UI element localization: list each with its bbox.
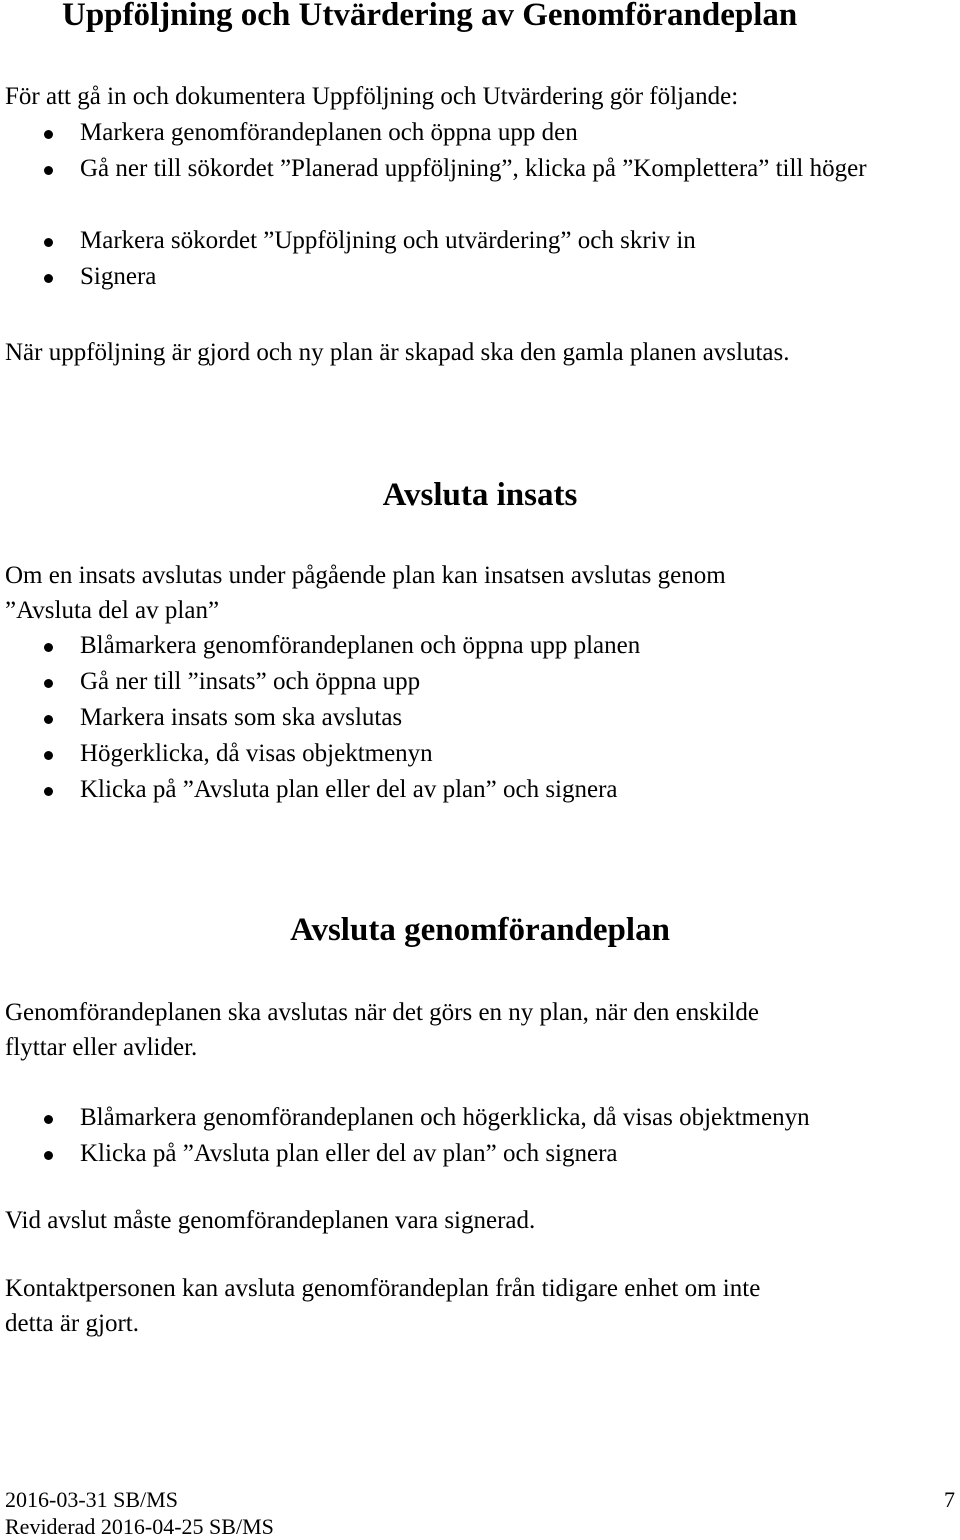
bullet-icon — [44, 715, 53, 724]
list-item-text: Signera — [80, 263, 157, 290]
section-heading-avsluta-genomforandeplan: Avsluta genomförandeplan — [290, 912, 670, 948]
list-item — [0, 118, 940, 154]
section2-intro-line1: Om en insats avslutas under pågående plan kan insatsen avslutas genom — [5, 562, 726, 589]
list-item — [0, 262, 940, 298]
bullet-icon — [44, 643, 53, 652]
section3-note2-line1: Kontaktpersonen kan avsluta genomförandeplan från tidigare enhet om inte — [5, 1275, 761, 1302]
list-item-text: Markera insats som ska avslutas — [80, 704, 403, 731]
list-item-text: Blåmarkera genomförandeplanen och högerklicka, då visas objektmenyn — [80, 1104, 810, 1131]
list-item-text: Blåmarkera genomförandeplanen och öppna upp planen — [80, 632, 641, 659]
bullet-icon — [44, 679, 53, 688]
section3-intro-line1: Genomförandeplanen ska avslutas när det görs en ny plan, när den enskilde — [5, 999, 759, 1026]
list-item — [0, 775, 640, 811]
bullet-icon — [44, 130, 53, 139]
bullet-icon — [44, 751, 53, 760]
list-item-text: Klicka på ”Avsluta plan eller del av plan” och signera — [80, 776, 618, 803]
list-item — [0, 151, 940, 223]
section2-steps — [0, 631, 640, 811]
section2-intro-line2: ”Avsluta del av plan” — [5, 597, 220, 624]
footer-revised: Reviderad 2016-04-25 SB/MS — [5, 1514, 274, 1539]
list-item-text: Markera genomförandeplanen och öppna upp den — [80, 119, 578, 146]
section3-steps — [0, 1103, 810, 1175]
bullet-icon — [44, 166, 53, 175]
list-item — [0, 1139, 810, 1175]
bullet-icon — [44, 1115, 53, 1124]
list-item-text: Gå ner till sökordet ”Planerad uppföljning”, klicka på ”Komplettera” till höger — [80, 155, 867, 182]
section3-note1: Vid avslut måste genomförandeplanen vara signerad. — [5, 1207, 536, 1234]
footer-date: 2016-03-31 SB/MS — [5, 1487, 178, 1512]
list-item-text: Markera sökordet ”Uppföljning och utvärdering” och skriv in — [80, 227, 696, 254]
list-item-text: Högerklicka, då visas objektmenyn — [80, 740, 433, 767]
list-item — [0, 739, 640, 775]
section3-note2-line2: detta är gjort. — [5, 1310, 139, 1337]
list-item-text: Klicka på ”Avsluta plan eller del av plan” och signera — [80, 1140, 618, 1167]
section-heading-avsluta-insats: Avsluta insats — [382, 477, 578, 513]
list-item-text: Gå ner till ”insats” och öppna upp — [80, 668, 421, 695]
section1-steps — [0, 118, 940, 298]
page-title: Uppföljning och Utvärdering av Genomförandeplan — [62, 0, 798, 33]
bullet-icon — [44, 1151, 53, 1160]
section1-intro: För att gå in och dokumentera Uppföljning och Utvärdering gör följande: — [5, 83, 739, 110]
bullet-icon — [44, 274, 53, 283]
page-number: 7 — [944, 1487, 955, 1512]
bullet-icon — [44, 787, 53, 796]
bullet-icon — [44, 238, 53, 247]
list-item — [0, 703, 640, 739]
section3-intro-line2: flyttar eller avlider. — [5, 1034, 198, 1061]
list-item — [0, 1103, 810, 1139]
list-item — [0, 667, 640, 703]
list-item — [0, 226, 940, 262]
list-item — [0, 631, 640, 667]
section1-note: När uppföljning är gjord och ny plan är skapad ska den gamla planen avslutas. — [5, 339, 790, 366]
